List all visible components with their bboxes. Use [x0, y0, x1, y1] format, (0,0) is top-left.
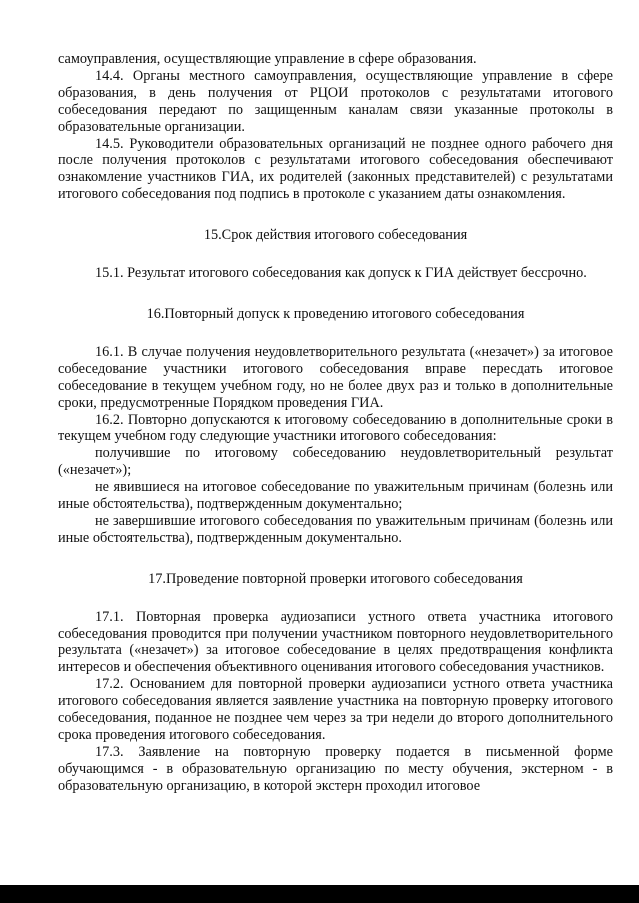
paragraph-17-3: 17.3. Заявление на повторную проверку подается в письменной форме обучающимся - в образовательную организацию по месту обучения, экстерном - в образовательную организацию, в которой экстерн проходил итоговое — [58, 743, 613, 794]
paragraph-17-1: 17.1. Повторная проверка аудиозаписи устного ответа участника итогового собеседования проводится при получении участником повторного неудовлетворительного результата («незачет») за итоговое собеседование в целях предотвращения конфликта интересов и обеспечения объективного оценивания итогового собеседования участников. — [58, 608, 613, 676]
paragraph-17-2: 17.2. Основанием для повторной проверки аудиозаписи устного ответа участника итогового собеседования является заявление участника на повторную проверку итогового собеседования, поданное не позднее чем через за три недели до второго дополнительного срока проведения итогового собеседования. — [58, 676, 613, 743]
paragraph-14-5: 14.5. Руководители образовательных организаций не позднее одного рабочего дня после получения протоколов с результатами итогового собеседования обеспечивают ознакомление участников ГИА, их родителей (законных представителей) с результатами итогового собеседования под подпись в протоколе с указанием даты ознакомления. — [58, 135, 613, 203]
paragraph-16-2-item-b: не явившиеся на итоговое собеседование по уважительным причинам (болезнь или иные обстоятельства), подтвержденным документально; — [58, 479, 613, 513]
spacer — [58, 282, 613, 306]
spacer — [58, 588, 613, 609]
paragraph-intro: самоуправления, осуществляющие управление в сфере образования. — [58, 51, 477, 67]
section-heading-16: 16.Повторный допуск к проведению итогового собеседования — [146, 305, 525, 322]
document-body — [58, 51, 613, 795]
spacer — [58, 323, 613, 344]
spacer — [58, 203, 613, 227]
paragraph-15-1: 15.1. Результат итогового собеседования как допуск к ГИА действует бессрочно. — [95, 265, 587, 282]
paragraph-14-4: 14.4. Органы местного самоуправления, осуществляющие управление в сфере образования, в день получения от РЦОИ протоколов с результатами итогового собеседования передают по защищенным каналам связи указанные протоколы в образовательные организации. — [58, 67, 613, 135]
paragraph-16-1: 16.1. В случае получения неудовлетворительного результата («незачет») за итоговое собеседование участники итогового собеседования вправе пересдать итоговое собеседование в текущем учебном году, но не более двух раз и только в дополнительные сроки, предусмотренные Порядком проведения ГИА. — [58, 343, 613, 411]
spacer — [58, 547, 613, 571]
section-heading-17: 17.Проведение повторной проверки итогового собеседования — [148, 570, 523, 587]
scan-bottom-edge — [0, 885, 639, 903]
paragraph-16-2-item-a: получившие по итоговому собеседованию неудовлетворительный результат («незачет»); — [58, 445, 613, 479]
paragraph-16-2-item-c: не завершившие итогового собеседования по уважительным причинам (болезнь или иные обстоятельства), подтвержденным документально. — [58, 512, 613, 546]
paragraph-16-2: 16.2. Повторно допускаются к итоговому собеседованию в дополнительные сроки в текущем учебном году следующие участники итогового собеседования: — [58, 411, 613, 445]
section-heading-15: 15.Срок действия итогового собеседования — [203, 227, 468, 244]
spacer — [58, 244, 613, 265]
